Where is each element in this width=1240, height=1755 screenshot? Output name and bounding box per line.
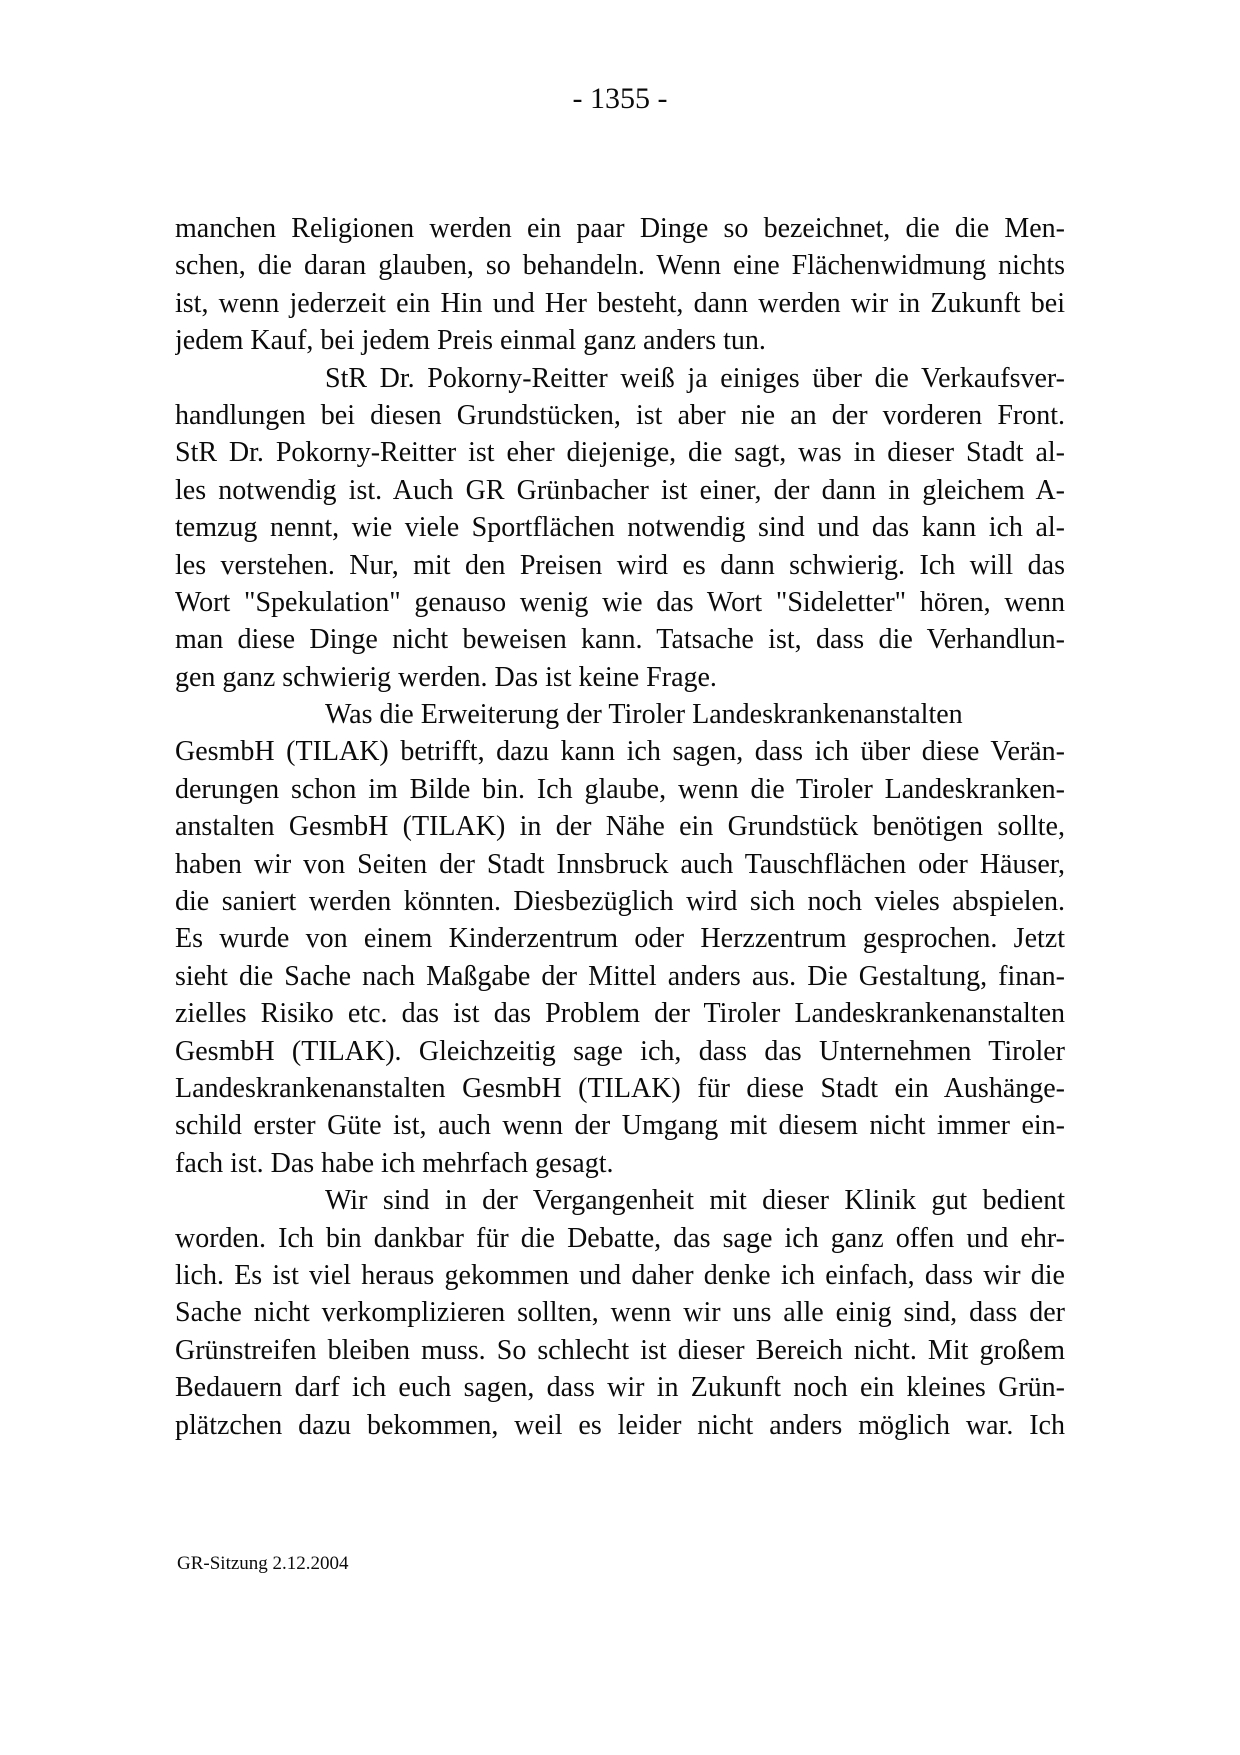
footer-note: GR-Sitzung 2.12.2004 <box>177 1553 349 1574</box>
text-line: les verstehen. Nur, mit den Preisen wird es dann schwierig. Ich will das <box>175 549 1065 581</box>
text-line: plätzchen dazu bekommen, weil es leider nicht anders möglich war. Ich <box>175 1409 1065 1441</box>
text-line: StR Dr. Pokorny-Reitter ist eher diejenige, die sagt, was in dieser Stadt al- <box>175 437 1065 469</box>
text-line: GesmbH (TILAK). Gleichzeitig sage ich, dass das Unternehmen Tiroler <box>175 1035 1065 1067</box>
text-line: zielles Risiko etc. das ist das Problem der Tiroler Landeskrankenanstalten <box>175 998 1065 1030</box>
page-number: - 1355 - <box>572 82 668 115</box>
paragraph <box>175 1182 1065 1444</box>
text-line: GesmbH (TILAK) betrifft, dazu kann ich sagen, dass ich über diese Verän- <box>175 736 1065 768</box>
text-line: handlungen bei diesen Grundstücken, ist aber nie an der vorderen Front. <box>175 399 1065 431</box>
text-line: worden. Ich bin dankbar für die Debatte, das sage ich ganz offen und ehr- <box>175 1222 1065 1254</box>
text-line: fach ist. Das habe ich mehrfach gesagt. <box>175 1147 614 1179</box>
text-line: temzug nennt, wie viele Sportflächen notwendig sind und das kann ich al- <box>175 512 1065 544</box>
text-line: Landeskrankenanstalten GesmbH (TILAK) für diese Stadt ein Aushänge- <box>175 1072 1065 1104</box>
text-line: jedem Kauf, bei jedem Preis einmal ganz anders tun. <box>175 325 766 357</box>
text-line: schild erster Güte ist, auch wenn der Umgang mit diesem nicht immer ein- <box>175 1110 1065 1142</box>
text-line: die saniert werden könnten. Diesbezüglich wird sich noch vieles abspielen. <box>175 886 1065 918</box>
body-text <box>175 210 1065 1444</box>
text-line: anstalten GesmbH (TILAK) in der Nähe ein Grundstück benötigen sollte, <box>175 811 1065 843</box>
text-line: schen, die daran glauben, so behandeln. Wenn eine Flächenwidmung nichts <box>175 250 1065 282</box>
text-line: sieht die Sache nach Maßgabe der Mittel anders aus. Die Gestaltung, finan- <box>175 960 1065 992</box>
text-line: Grünstreifen bleiben muss. So schlecht ist dieser Bereich nicht. Mit großem <box>175 1334 1065 1366</box>
text-line: man diese Dinge nicht beweisen kann. Tatsache ist, dass die Verhandlun- <box>175 624 1065 656</box>
text-line: Wir sind in der Vergangenheit mit dieser Klinik gut bedient <box>325 1185 1065 1217</box>
text-line: Sache nicht verkomplizieren sollten, wenn wir uns alle einig sind, dass der <box>175 1297 1065 1329</box>
text-line: haben wir von Seiten der Stadt Innsbruck auch Tauschflächen oder Häuser, <box>175 848 1065 880</box>
text-line: Was die Erweiterung der Tiroler Landeskrankenanstalten <box>325 699 963 731</box>
paragraph <box>175 696 1065 1182</box>
text-line: ist, wenn jederzeit ein Hin und Her besteht, dann werden wir in Zukunft bei <box>175 287 1065 319</box>
text-line: derungen schon im Bilde bin. Ich glaube, wenn die Tiroler Landeskranken- <box>175 773 1065 805</box>
text-line: Wort "Spekulation" genauso wenig wie das Wort "Sideletter" hören, wenn <box>175 586 1065 618</box>
text-line: Bedauern darf ich euch sagen, dass wir in Zukunft noch ein kleines Grün- <box>175 1372 1065 1404</box>
paragraph <box>175 210 1065 360</box>
text-line: lich. Es ist viel heraus gekommen und daher denke ich einfach, dass wir die <box>175 1259 1065 1291</box>
text-line: gen ganz schwierig werden. Das ist keine Frage. <box>175 661 717 693</box>
text-line: manchen Religionen werden ein paar Dinge so bezeichnet, die die Men- <box>175 213 1065 244</box>
text-line: les notwendig ist. Auch GR Grünbacher ist einer, der dann in gleichem A- <box>175 474 1065 506</box>
text-line: Es wurde von einem Kinderzentrum oder Herzzentrum gesprochen. Jetzt <box>175 923 1065 955</box>
text-line: StR Dr. Pokorny-Reitter weiß ja einiges über die Verkaufsver- <box>325 362 1065 394</box>
paragraph <box>175 360 1065 697</box>
